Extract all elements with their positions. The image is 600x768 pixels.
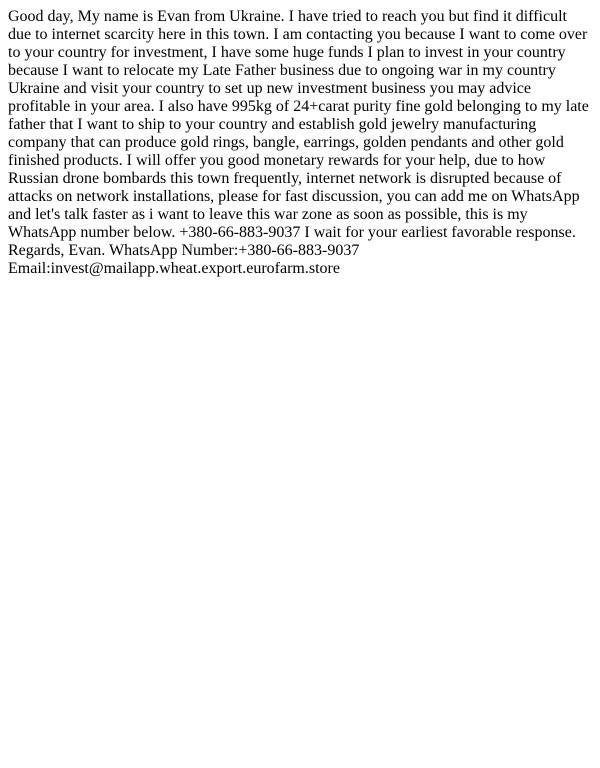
email-body-text: Good day, My name is Evan from Ukraine. I have tried to reach you but find it difficult due to internet scarcity here in this town. I am contacting you because I want to come over to your country for investment, I have some huge funds I plan to invest in your country because I want to relocate my Late Father business due to ongoing war in my country Ukraine and visit your country to set up new investment business you may advice profitable in your area. I also have 995kg of 24+carat purity fine gold belonging to my late father that I want to ship to your country and establish gold jewelry manufacturing company that can produce gold rings, bangle, earrings, golden pendants and other gold finished products. I will offer you good monetary rewards for your help, due to how Russian drone bombards this town frequently, internet network is disrupted because of attacks on network installations, please for fast discussion, you can add me on WhatsApp and let's talk faster as i want to leave this war zone as soon as possible, this is my WhatsApp number below. +380-66-883-9037 I wait for your earliest favorable response. Regards, Evan. WhatsApp Number:+380-66-883-9037 Email:invest@mailapp.wheat.export.eurofarm.store [8,8,589,277]
